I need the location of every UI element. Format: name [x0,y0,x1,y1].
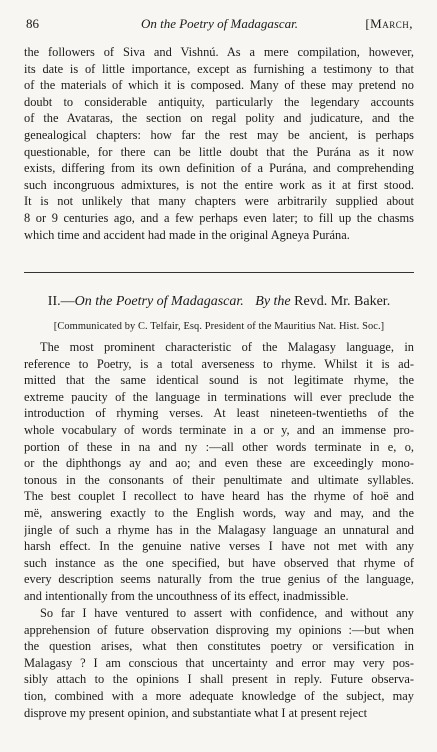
running-title: On the Poetry of Madagascar. [140,16,299,31]
page-number: 86 [26,16,39,31]
text-line: extreme paucity of the language in terminations will ever preclude the [24,389,414,404]
paragraph-continuation [24,44,414,243]
text-line: the question arises, what then constitutes poetry or versification in [24,639,414,654]
text-line: So far I have ventured to assert with confidence, and without any [40,606,414,620]
text-line: portion of these in na and ny :—all other words terminate in e, o, [24,439,414,454]
text-line: disprove my present opinion, and substantiate what I at present reject [24,705,368,720]
text-line: genealogical chapters: how far the rest may be ancient, is perhaps [24,127,414,142]
text-line: every description seems naturally from the true genius of the language, [24,572,414,587]
text-line: introduction of rhyming verses. At least nineteen-twentieths of the [24,406,414,421]
article-title: On the Poetry of Madagascar. [74,294,244,309]
text-line: exists, differing from its own definition of a Purána, and comprehending [24,161,414,176]
text-line: Malagasy ? I am conscious that uncertainty and error may very pos- [24,655,414,670]
text-line: its date is of little importance, except as furnishing a testimony to that [24,61,414,76]
article-heading [24,294,414,314]
text-line: tion, combined with a more adequate knowledge of the subject, may [24,688,414,703]
text-line: or the diphthongs ay and ao; and even these are exceedingly mono- [24,456,414,471]
text-line: of the materials of which it is composed. Many of these may pretend no [24,78,414,93]
text-line: The most prominent characteristic of the Malagasy language, in [40,340,414,354]
text-line: The best couplet I recollect to have heard has the rhyme of hoë and [24,489,414,504]
paragraph-versification [24,605,414,721]
text-line: apprehension of future observation disproving my opinions :—but when [24,622,414,637]
text-line: mitted that the same identical sound is not legitimate rhyme, the [24,373,414,388]
paragraph-rhyme [24,339,414,605]
article-author: Revd. Mr. Baker. [294,294,391,309]
text-line: 8 or 9 centuries ago, and a few perhaps even later; to fill up the chasms [24,210,414,225]
text-line: It is not unlikely that many chapters were arbitrarily supplied about [24,194,414,209]
text-line: and intentionally from the uncouthness of its effect, inadmissible. [24,588,349,603]
text-line: the followers of Siva and Vishnú. As a mere compilation, however, [24,45,414,59]
text-line: tonous in the consonants of their penultimate and ultimate syllables. [24,472,414,487]
text-line: harsh effect. In the genuine native verses I have not met with any [24,539,414,554]
text-line: which time and accident had made in the original Agneya Purána. [24,227,350,242]
text-line: jingle of such a rhyme has in the Malagasy language an unnatural and [24,522,414,537]
text-line: reference to Poetry, is a total averseness to rhyme. Whilst it is ad- [24,356,414,371]
text-line: sibly attach to the opinions I shall present in reply. Future observa- [24,672,414,687]
text-line: of the Avataras, the section on regal polity and judicature, and the [24,111,414,126]
running-header [26,16,413,36]
text-line: më, answering exactly to the English words, way and may, and the [24,505,414,520]
article-number: II.— [47,294,75,309]
text-line: questionable, for there can be little doubt that the Purána as it now [24,144,414,159]
communicated-note: [Communicated by C. Telfair, Esq. President of the Mauritius Nat. Hist. Soc.] [53,321,385,332]
text-line: doubt to considerable antiquity, particularly the legendary accounts [24,94,414,109]
text-line: whole vocabulary of words terminate in a or y, and an immense pro- [24,422,414,437]
section-divider [24,272,414,273]
running-month: [March, [365,16,413,31]
text-line: such incongruous admixtures, is not the entire work as it at first stood. [24,177,414,192]
article-by: By the [255,294,291,309]
text-line: such instance as the one specified, but have observed that rhyme of [24,555,414,570]
